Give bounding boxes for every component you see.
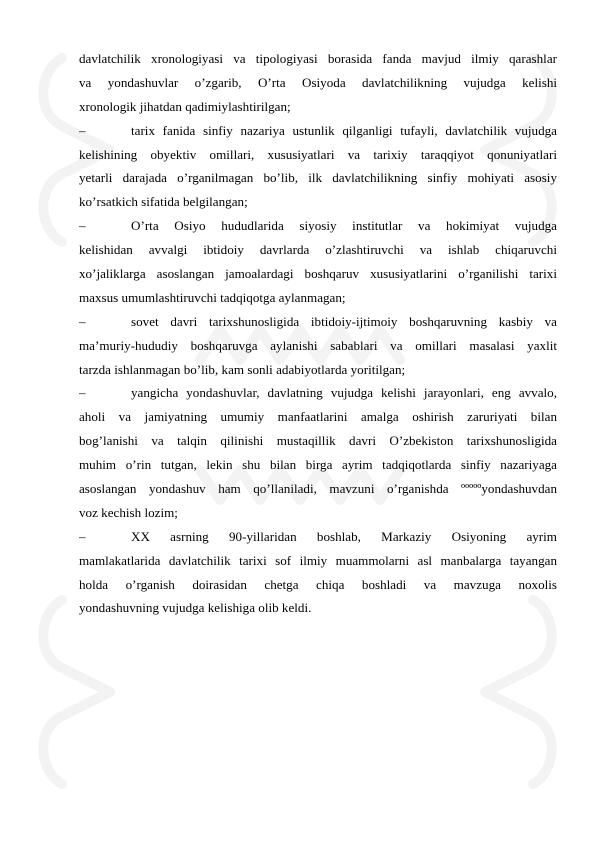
text-line: yangicha yondashuvlar, davlatning vujudga kelishi jarayonlari, eng avvalo, <box>131 385 557 401</box>
list-dash: – <box>79 385 86 401</box>
text-line: ma’muriy-hududiy boshqaruvga aylanishi sabablari va omillari masalasi yaxlit <box>79 337 557 353</box>
text-line: ko’rsatkich sifatida belgilangan; <box>79 194 248 210</box>
list-dash: – <box>79 313 86 329</box>
text-line: tarix fanida sinfiy nazariya ustunlik qilganligi tufayli, davlatchilik vujudga <box>131 122 557 138</box>
text-line: bog’lanishi va talqin qilinishi mustaqillik davri O’zbekiston tarixshunosligida <box>79 433 557 449</box>
list-dash: – <box>79 528 86 544</box>
text-line: mamlakatlarida davlatchilik tarixi sof ilmiy muammolarni asl manbalarga tayangan <box>79 552 557 568</box>
list-item-line <box>79 381 557 405</box>
text-line: xronologik jihatdan qadimiylashtirilgan; <box>79 98 291 114</box>
text-line: holda o’rganish doirasidan chetga chiqa boshladi va mavzuga noxolis <box>79 576 557 592</box>
text-line: XX asrning 90-yillaridan boshlab, Markaziy Osiyoning ayrim <box>131 528 557 544</box>
document-body <box>79 47 557 620</box>
text-line: davlatchilik xronologiyasi va tipologiyasi borasida fanda mavjud ilmiy qarashlar <box>79 51 557 66</box>
list-item-line <box>79 525 557 549</box>
text-line: yondashuvning vujudga kelishiga olib keldi. <box>79 600 312 616</box>
text-line: muhim o’rin tutgan, lekin shu bilan birga ayrim tadqiqotlarda sinfiy nazariyaga <box>79 457 557 473</box>
text-line: aholi va jamiyatning umumiy manfaatlarini amalga oshirish zaruriyati bilan <box>79 409 557 425</box>
text-line: maxsus umumlashtiruvchi tadqiqotga aylanmagan; <box>79 289 346 305</box>
text-line: xo’jaliklarga asoslangan jamoalardagi boshqaruv xususiyatlarini o’rganilishi tarixi <box>79 266 557 282</box>
text-line: kelishining obyektiv omillari, xususiyatlari va tarixiy taraqqiyot qonuniyatlari <box>79 146 557 162</box>
text-line: va yondashuvlar o’zgarib, O’rta Osiyoda davlatchilikning vujudga kelishi <box>79 74 557 90</box>
text-line: tarzda ishlanmagan bo’lib, kam sonli adabiyotlarda yoritilgan; <box>79 361 406 377</box>
list-dash: – <box>79 122 86 138</box>
list-dash: – <box>79 218 86 234</box>
text-line: sovet davri tarixshunosligida ibtidoiy-ijtimoiy boshqaruvning kasbiy va <box>131 313 557 329</box>
list-item-line <box>79 214 557 238</box>
list-item-line <box>79 310 557 334</box>
text-line: kelishidan avvalgi ibtidoiy davrlarda o’zlashtiruvchi va ishlab chiqaruvchi <box>79 242 557 258</box>
text-line: yetarli darajada o’rganilmagan bo’lib, ilk davlatchilikning sinfiy mohiyati asosiy <box>79 170 557 186</box>
list-item-line <box>79 119 557 143</box>
text-line: voz kechish lozim; <box>79 504 178 520</box>
text-line: asoslangan yondashuv ham qo’llaniladi, mavzuni o’rganishda ºººººyondashuvdan <box>79 481 557 497</box>
text-line: O’rta Osiyo hududlarida siyosiy institutlar va hokimiyat vujudga <box>131 218 557 234</box>
